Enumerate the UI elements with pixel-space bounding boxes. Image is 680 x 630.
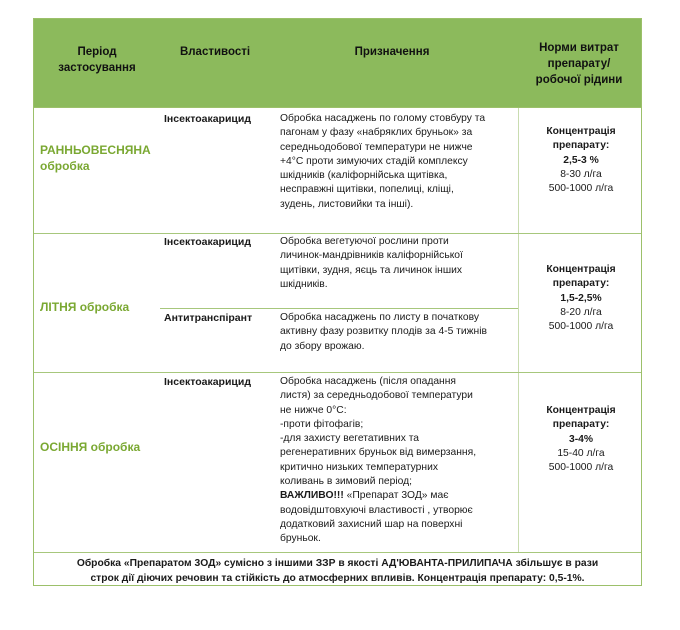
norm-summer-title: Концентрація препарату: (546, 264, 616, 290)
table-header (34, 19, 641, 108)
property-spring: Інсектоакарицид (164, 113, 251, 125)
important-text: «Препарат 3ОД» має водовідштовхуючі властивості , утворює додатковий захисний шар на поверхні бруньок. (280, 490, 473, 545)
norm-summer-volume: 500-1000 л/га (548, 321, 614, 333)
period-autumn: ОСІННЯ обробка (40, 440, 141, 454)
row-divider (34, 372, 641, 373)
purpose-summer-antitransp: Обробка насаджень по листу в початкову активну фазу розвитку плодів за 4-5 тижнів до збору врожаю. (280, 312, 487, 352)
norm-autumn-conc: 3-4% (568, 433, 594, 445)
adjuvant-note: Обробка «Препаратом 3ОД» сумісно з іншими ЗЗР в якості АД'ЮВАНТА-ПРИЛИПАЧА збільшує в рази строк дії діючих речовин та стійкість до атмосферних впливів. Концентрація препарату: 0,5-1%. (76, 558, 599, 584)
norm-autumn-title: Концентрація препарату: (546, 405, 616, 431)
period-spring: РАННЬОВЕСНЯНА обробка (40, 143, 151, 173)
header-properties: Властивості (179, 46, 251, 58)
norm-autumn-dose: 15-40 л/га (557, 447, 605, 459)
property-summer-antitransp: Антитранспірант (164, 312, 253, 324)
purpose-spring: Обробка насаджень по голому стовбуру та пагонам у фазу «набряклих бруньок» за середньодобової температури не нижче +4°С проти зимуючих стадій комплексу шкідників (каліфорнійська щитівка, несправжні щитівки, попелиці, кліщі, зудень, листовийки та інші). (280, 113, 486, 210)
property-autumn: Інсектоакарицид (164, 376, 251, 388)
purpose-autumn (280, 375, 506, 547)
period-summer: ЛІТНЯ обробка (40, 300, 130, 314)
norm-summer-dose: 8-20 л/га (560, 306, 602, 318)
treatment-table (33, 18, 642, 586)
important-label: ВАЖЛИВО!!! (280, 490, 344, 502)
norm-spring (522, 125, 640, 196)
purpose-summer-insect: Обробка вегетуючої рослини проти личинок-мандрівників каліфорнійської щитівки, зудня, яєць та личинок інших шкідників. (280, 236, 463, 290)
header-norms: Норми витрат препарату/ робочої рідини (535, 42, 623, 86)
norm-spring-conc: 2,5-3 % (563, 154, 599, 166)
norm-autumn-volume: 500-1000 л/га (548, 462, 614, 474)
sub-row-divider (160, 308, 518, 309)
norm-summer (522, 263, 640, 334)
norm-spring-dose: 8-30 л/га (560, 168, 602, 180)
row-divider (34, 233, 641, 234)
header-period: Період застосування (58, 46, 136, 74)
property-summer-insect: Інсектоакарицид (164, 236, 251, 248)
norm-spring-volume: 500-1000 л/га (548, 183, 614, 195)
norm-summer-conc: 1,5-2,5% (560, 292, 602, 304)
header-purpose: Призначення (354, 46, 430, 58)
column-divider (518, 108, 519, 552)
purpose-autumn-text: Обробка насаджень (після опадання листя) за середньодобової температури не нижче 0°С: -проти фітофагів; -для захисту вегетативних та регенеративних бруньок від вимерзання, критично низьких температурних коливань в зимовий період; (280, 376, 477, 488)
norm-autumn (522, 404, 640, 475)
norm-spring-title: Концентрація препарату: (546, 126, 616, 152)
